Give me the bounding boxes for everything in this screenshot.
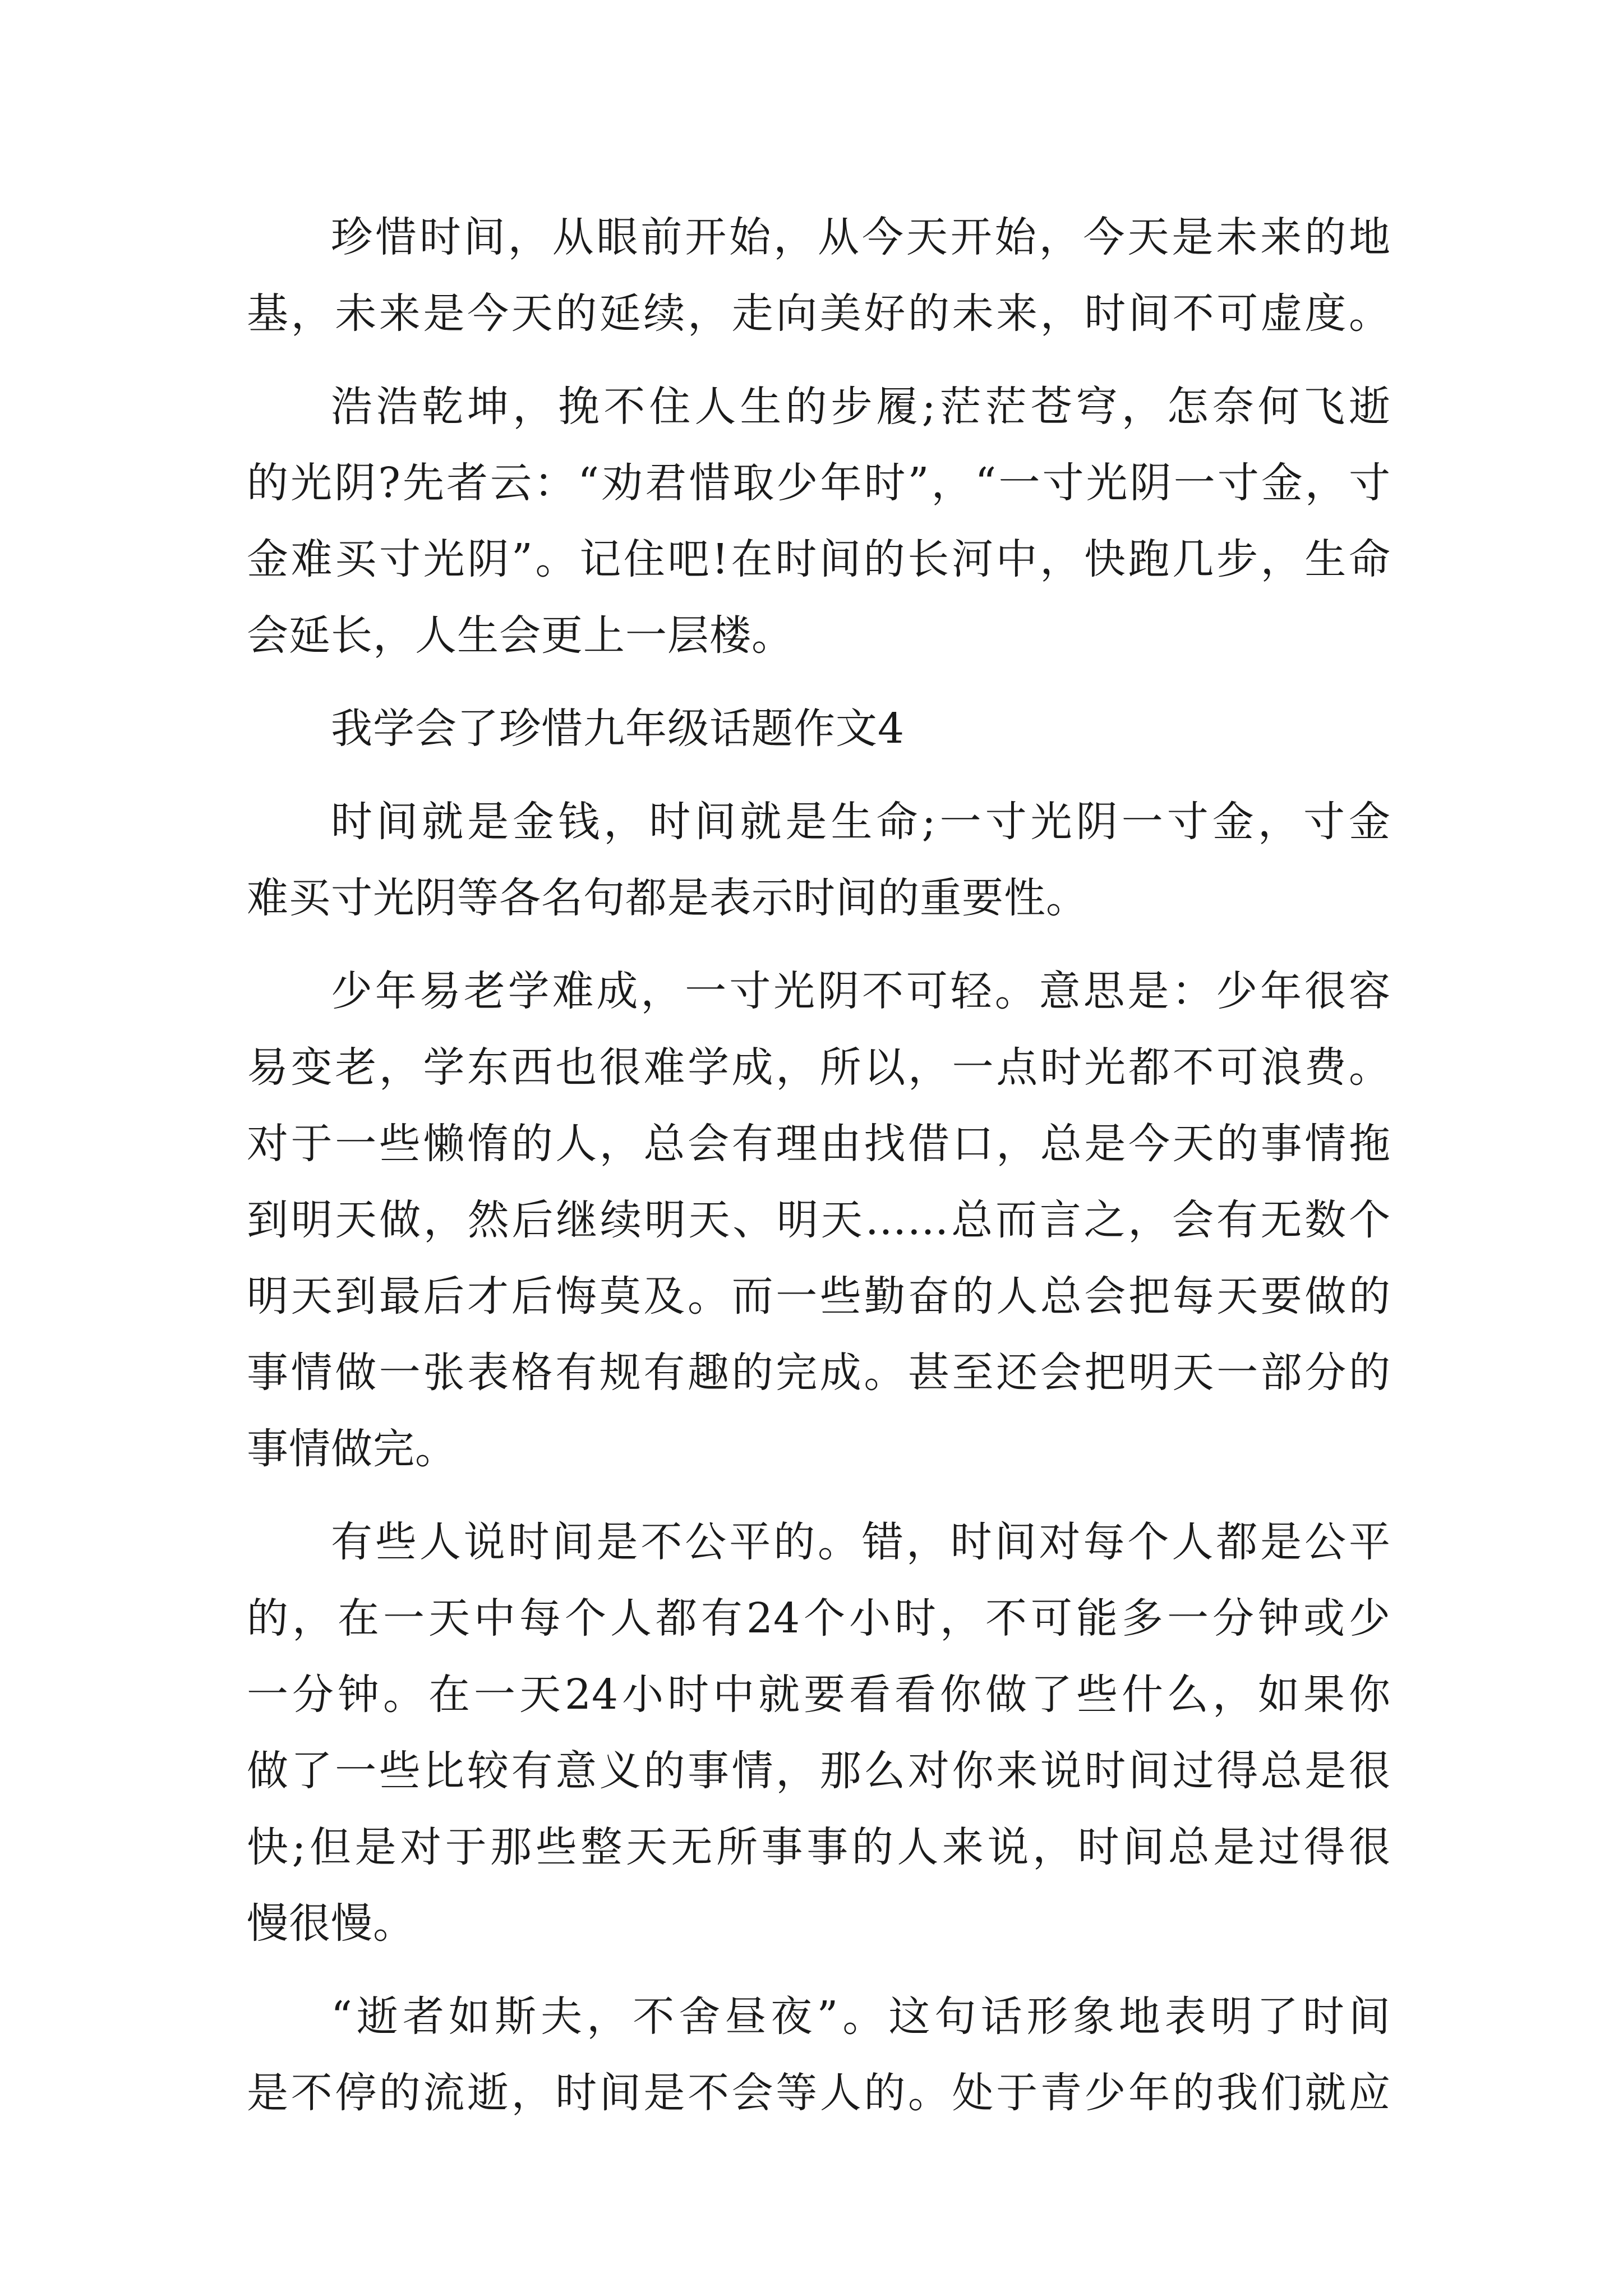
text-line: 少年易老学难成，一寸光阴不可轻。意思是：少年很容	[331, 967, 1391, 1015]
text-line: 难买寸光阴等各名句都是表示时间的重要性。	[247, 874, 1088, 922]
text-line: 对于一些懒惰的人，总会有理由找借口，总是今天的事情拖	[247, 1120, 1391, 1168]
text-line: 事情做完。	[247, 1425, 457, 1473]
text-line: 到明天做，然后继续明天、明天……总而言之，会有无数个	[247, 1196, 1391, 1244]
text-line: 浩浩乾坤，挽不住人生的步履;茫茫苍穹，怎奈何飞逝	[331, 383, 1391, 431]
text-line: 易变老，学东西也很难学成，所以，一点时光都不可浪费。	[247, 1043, 1391, 1092]
text-line: 快;但是对于那些整天无所事事的人来说，时间总是过得很	[247, 1823, 1391, 1871]
text-line: 有些人说时间是不公平的。错，时间对每个人都是公平	[331, 1518, 1391, 1566]
text-line: 明天到最后才后悔莫及。而一些勤奋的人总会把每天要做的	[247, 1272, 1391, 1320]
paragraph-gap	[247, 352, 1391, 369]
paragraph-gap	[247, 936, 1391, 953]
text-line: 的光阴?先者云：“劝君惜取少年时”，“一寸光阴一寸金，寸	[247, 459, 1391, 507]
text-line: 金难买寸光阴”。记住吧!在时间的长河中，快跑几步，生命	[247, 535, 1391, 583]
article-body	[247, 199, 1391, 2131]
text-line: 的，在一天中每个人都有24个小时，不可能多一分钟或少	[247, 1594, 1391, 1642]
text-line: 事情做一张表格有规有趣的完成。甚至还会把明天一部分的	[247, 1349, 1391, 1397]
text-line: 一分钟。在一天24小时中就要看看你做了些什么，如果你	[247, 1671, 1391, 1719]
text-line: “逝者如斯夫，不舍昼夜”。这句话形象地表明了时间	[331, 1993, 1391, 2041]
text-line: 慢很慢。	[247, 1899, 415, 1948]
text-line: 做了一些比较有意义的事情，那么对你来说时间过得总是很	[247, 1747, 1391, 1795]
text-line: 时间就是金钱，时间就是生命;一寸光阴一寸金，寸金	[331, 798, 1391, 846]
paragraph-gap	[247, 674, 1391, 691]
text-line: 基，未来是今天的延续，走向美好的未来，时间不可虚度。	[247, 289, 1391, 338]
paragraph-gap	[247, 1487, 1391, 1504]
text-line: 我学会了珍惜九年级话题作文4	[331, 705, 905, 753]
text-line: 珍惜时间，从眼前开始，从今天开始，今天是未来的地	[331, 213, 1391, 261]
text-line: 会延长，人生会更上一层楼。	[247, 611, 794, 660]
paragraph-gap	[247, 1962, 1391, 1978]
paragraph-gap	[247, 767, 1391, 784]
text-line: 是不停的流逝，时间是不会等人的。处于青少年的我们就应	[247, 2069, 1391, 2117]
